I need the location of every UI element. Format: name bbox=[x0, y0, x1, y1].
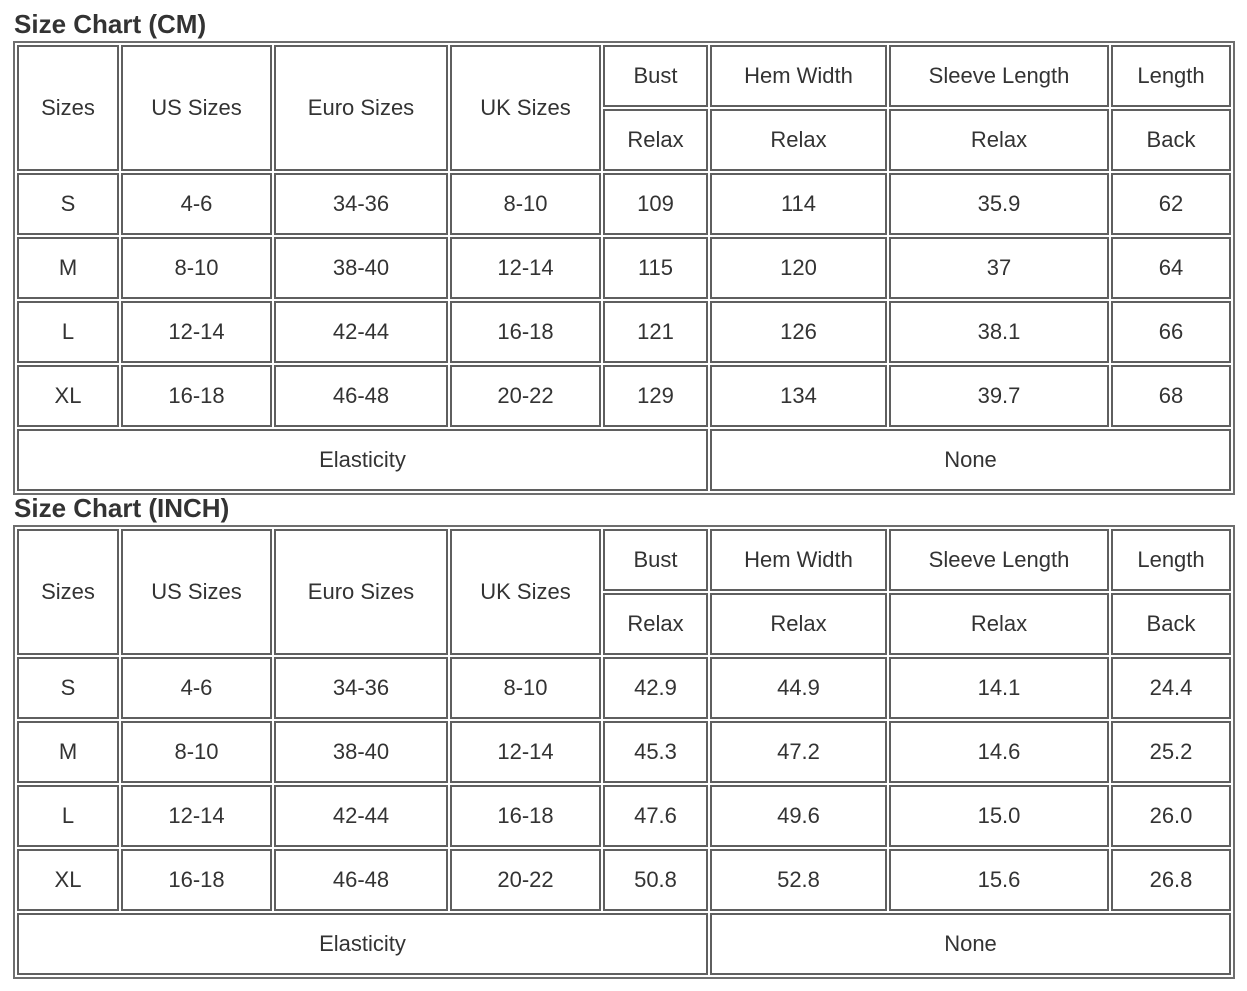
cell-size: M bbox=[17, 721, 119, 783]
header-sleeve-length: Sleeve Length bbox=[889, 529, 1109, 591]
cell-length: 68 bbox=[1111, 365, 1231, 427]
elasticity-value: None bbox=[710, 913, 1231, 975]
cell-bust: 129 bbox=[603, 365, 708, 427]
cell-sleeve-length: 39.7 bbox=[889, 365, 1109, 427]
cell-size: M bbox=[17, 237, 119, 299]
cell-length: 24.4 bbox=[1111, 657, 1231, 719]
cell-uk: 16-18 bbox=[450, 301, 601, 363]
cell-hem-width: 49.6 bbox=[710, 785, 887, 847]
cell-bust: 47.6 bbox=[603, 785, 708, 847]
cell-size: S bbox=[17, 657, 119, 719]
cell-sleeve-length: 15.6 bbox=[889, 849, 1109, 911]
header-sleeve-length: Sleeve Length bbox=[889, 45, 1109, 107]
cell-uk: 20-22 bbox=[450, 365, 601, 427]
cell-uk: 8-10 bbox=[450, 173, 601, 235]
cell-euro: 42-44 bbox=[274, 785, 448, 847]
cell-euro: 38-40 bbox=[274, 721, 448, 783]
subheader-bust: Relax bbox=[603, 593, 708, 655]
cell-size: S bbox=[17, 173, 119, 235]
header-euro-sizes: Euro Sizes bbox=[274, 529, 448, 655]
cell-size: XL bbox=[17, 365, 119, 427]
cell-sleeve-length: 37 bbox=[889, 237, 1109, 299]
elasticity-row bbox=[17, 913, 1231, 975]
cell-us: 12-14 bbox=[121, 301, 272, 363]
table-row bbox=[17, 849, 1231, 911]
subheader-bust: Relax bbox=[603, 109, 708, 171]
cell-length: 62 bbox=[1111, 173, 1231, 235]
cell-length: 66 bbox=[1111, 301, 1231, 363]
header-hem-width: Hem Width bbox=[710, 529, 887, 591]
size-chart-cm-title: Size Chart (CM) bbox=[14, 9, 207, 39]
cell-hem-width: 126 bbox=[710, 301, 887, 363]
elasticity-value: None bbox=[710, 429, 1231, 491]
cell-sleeve-length: 14.1 bbox=[889, 657, 1109, 719]
cell-uk: 20-22 bbox=[450, 849, 601, 911]
cell-length: 26.8 bbox=[1111, 849, 1231, 911]
header-euro-sizes: Euro Sizes bbox=[274, 45, 448, 171]
cell-hem-width: 47.2 bbox=[710, 721, 887, 783]
elasticity-row bbox=[17, 429, 1231, 491]
cell-size: XL bbox=[17, 849, 119, 911]
subheader-length: Back bbox=[1111, 593, 1231, 655]
header-sizes: Sizes bbox=[17, 45, 119, 171]
table-row bbox=[17, 657, 1231, 719]
table-row bbox=[17, 173, 1231, 235]
subheader-sleeve-length: Relax bbox=[889, 109, 1109, 171]
cell-hem-width: 52.8 bbox=[710, 849, 887, 911]
size-chart-cm-table bbox=[13, 41, 1235, 495]
header-bust: Bust bbox=[603, 45, 708, 107]
cell-sleeve-length: 38.1 bbox=[889, 301, 1109, 363]
cell-length: 64 bbox=[1111, 237, 1231, 299]
header-row bbox=[17, 45, 1231, 107]
cell-length: 25.2 bbox=[1111, 721, 1231, 783]
cell-us: 4-6 bbox=[121, 173, 272, 235]
header-bust: Bust bbox=[603, 529, 708, 591]
cell-size: L bbox=[17, 301, 119, 363]
table-row bbox=[17, 365, 1231, 427]
subheader-sleeve-length: Relax bbox=[889, 593, 1109, 655]
cell-hem-width: 44.9 bbox=[710, 657, 887, 719]
subheader-length: Back bbox=[1111, 109, 1231, 171]
cell-bust: 42.9 bbox=[603, 657, 708, 719]
header-us-sizes: US Sizes bbox=[121, 529, 272, 655]
cell-us: 8-10 bbox=[121, 237, 272, 299]
table-row bbox=[17, 721, 1231, 783]
header-us-sizes: US Sizes bbox=[121, 45, 272, 171]
cell-bust: 45.3 bbox=[603, 721, 708, 783]
cell-bust: 109 bbox=[603, 173, 708, 235]
cell-euro: 34-36 bbox=[274, 173, 448, 235]
cell-us: 12-14 bbox=[121, 785, 272, 847]
cell-uk: 8-10 bbox=[450, 657, 601, 719]
size-chart-inch-title: Size Chart (INCH) bbox=[14, 493, 230, 523]
size-chart-inch-table bbox=[13, 525, 1235, 979]
cell-bust: 115 bbox=[603, 237, 708, 299]
cell-us: 8-10 bbox=[121, 721, 272, 783]
header-length: Length bbox=[1111, 529, 1231, 591]
cell-hem-width: 134 bbox=[710, 365, 887, 427]
cell-hem-width: 120 bbox=[710, 237, 887, 299]
header-uk-sizes: UK Sizes bbox=[450, 529, 601, 655]
cell-us: 16-18 bbox=[121, 365, 272, 427]
header-row bbox=[17, 529, 1231, 591]
cell-bust: 50.8 bbox=[603, 849, 708, 911]
cell-length: 26.0 bbox=[1111, 785, 1231, 847]
cell-us: 4-6 bbox=[121, 657, 272, 719]
header-hem-width: Hem Width bbox=[710, 45, 887, 107]
cell-size: L bbox=[17, 785, 119, 847]
cell-euro: 34-36 bbox=[274, 657, 448, 719]
table-row bbox=[17, 237, 1231, 299]
cell-sleeve-length: 35.9 bbox=[889, 173, 1109, 235]
subheader-hem-width: Relax bbox=[710, 593, 887, 655]
cell-uk: 12-14 bbox=[450, 237, 601, 299]
cell-uk: 16-18 bbox=[450, 785, 601, 847]
header-length: Length bbox=[1111, 45, 1231, 107]
elasticity-label: Elasticity bbox=[17, 913, 708, 975]
cell-euro: 42-44 bbox=[274, 301, 448, 363]
subheader-hem-width: Relax bbox=[710, 109, 887, 171]
cell-sleeve-length: 15.0 bbox=[889, 785, 1109, 847]
cell-euro: 38-40 bbox=[274, 237, 448, 299]
cell-uk: 12-14 bbox=[450, 721, 601, 783]
table-row bbox=[17, 301, 1231, 363]
elasticity-label: Elasticity bbox=[17, 429, 708, 491]
header-uk-sizes: UK Sizes bbox=[450, 45, 601, 171]
cell-bust: 121 bbox=[603, 301, 708, 363]
cell-euro: 46-48 bbox=[274, 365, 448, 427]
cell-sleeve-length: 14.6 bbox=[889, 721, 1109, 783]
cell-hem-width: 114 bbox=[710, 173, 887, 235]
cell-us: 16-18 bbox=[121, 849, 272, 911]
table-row bbox=[17, 785, 1231, 847]
cell-euro: 46-48 bbox=[274, 849, 448, 911]
header-sizes: Sizes bbox=[17, 529, 119, 655]
